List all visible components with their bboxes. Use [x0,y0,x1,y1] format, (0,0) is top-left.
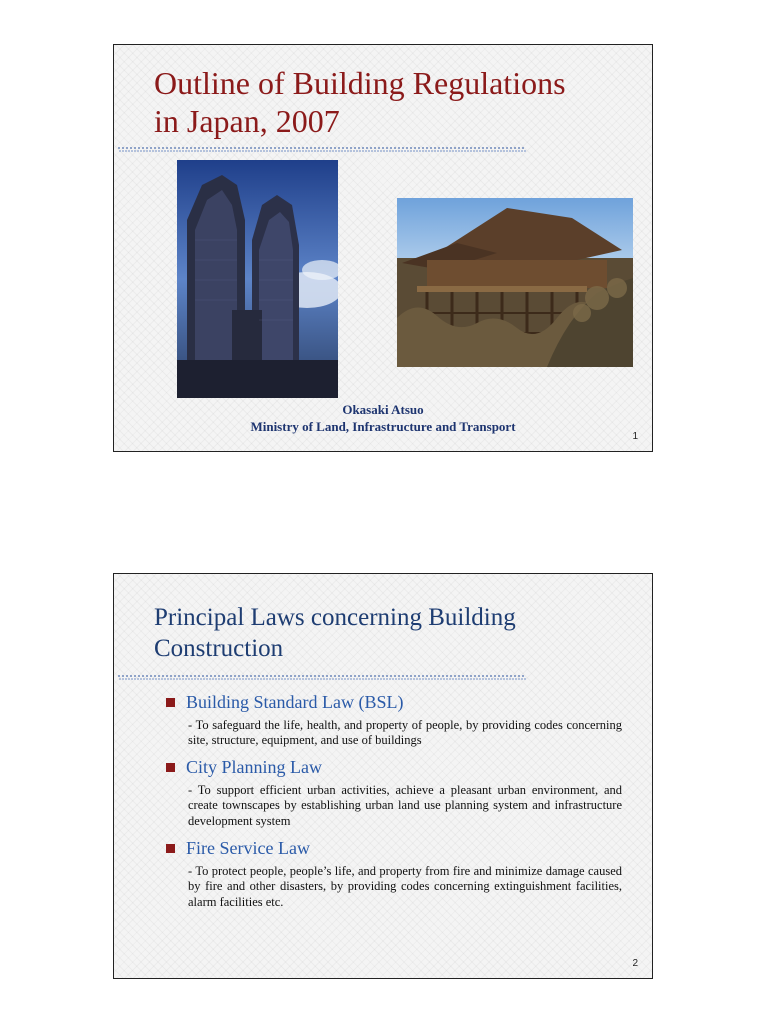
kiyomizu-temple-photo [397,198,633,367]
law-title: City Planning Law [186,757,322,777]
square-bullet-icon [166,844,175,853]
title-line-2: Construction [154,635,284,663]
tokyo-towers-photo [177,160,338,398]
law-item-city-planning [166,757,622,829]
slide-title [154,602,632,665]
slide-2 [113,573,653,979]
law-item-fire-service [166,838,622,910]
title-divider [118,147,526,152]
law-item-bsl [166,692,622,749]
law-description: - To protect people, people’s life, and property from fire and minimize damage caused by fire and other disasters, by providing codes concerning extinguishment facilities, alarm facilities etc. [188,863,622,909]
law-description: - To support efficient urban activities, achieve a pleasant urban environment, and create townscapes by establishing urban land use planning system and infrastructure development system [188,782,622,828]
square-bullet-icon [166,763,175,772]
square-bullet-icon [166,698,175,707]
title-divider [118,675,526,680]
slide-title [154,65,632,141]
law-description: - To safeguard the life, health, and property of people, by providing codes concerning site, structure, equipment, and use of buildings [188,717,622,748]
law-title: Building Standard Law (BSL) [186,692,404,712]
author-organization: Ministry of Land, Infrastructure and Transport [250,419,516,434]
title-line-1: Outline of Building Regulations [154,65,566,101]
title-line-1: Principal Laws concerning Building [154,604,516,631]
slide-1 [113,44,653,452]
page-number: 2 [632,958,638,969]
page-number: 1 [632,431,638,442]
title-line-2: in Japan, 2007 [154,102,340,139]
author-name: Okasaki Atsuo [342,402,424,417]
law-title: Fire Service Law [186,838,310,858]
